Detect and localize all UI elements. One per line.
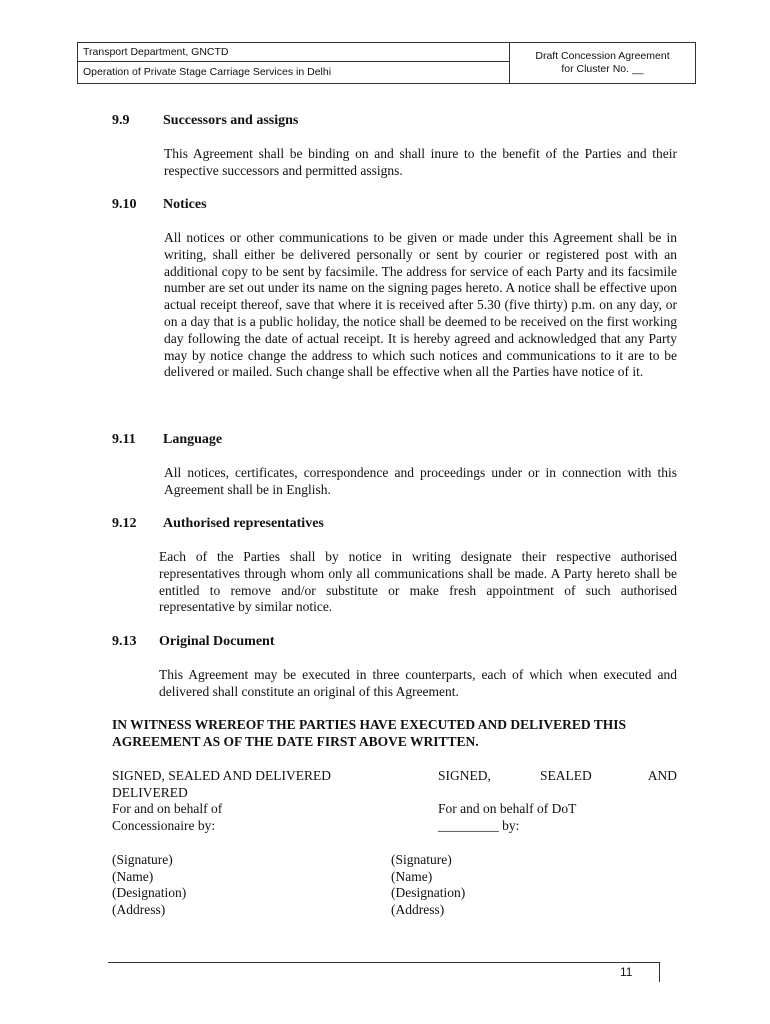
name-field: (Name) bbox=[112, 868, 154, 884]
left-signatory bbox=[112, 768, 412, 834]
section-body: This Agreement shall be binding on and shall inure to the benefit of the Parties and their respective successors and permitted assigns. bbox=[164, 146, 677, 178]
right-signatory-header bbox=[438, 768, 677, 786]
address-field: (Address) bbox=[112, 901, 166, 917]
section-body: All notices or other communications to be given or made under this Agreement shall be in writing, shall either be delivered personally or sent by courier or registered post with an additional copy to be sent by facsimile. The address for service of each Party and its facsimile number are set out under its name on the signing pages hereto. A notice shall be effective upon actual receipt thereof, save that where it is received after 5.30 (five thirty) p.m. on any day, or on a day that is a public holiday, the notice shall be deemed to be received on the first working day following the date of actual receipt. It is hereby agreed and acknowledged that any Party may by notice change the address to which such notices and communications to it are to be delivered or mailed. Such change shall be effective when all the Parties have notice of it. bbox=[164, 230, 677, 380]
left-delivered: DELIVERED bbox=[112, 784, 188, 800]
header-org: Transport Department, GNCTD bbox=[78, 43, 509, 62]
name-field: (Name) bbox=[391, 868, 433, 884]
left-behalf: For and on behalf of bbox=[112, 801, 223, 816]
footer-rule bbox=[108, 962, 660, 963]
right-signatory bbox=[438, 801, 677, 834]
section-title: Notices bbox=[163, 197, 207, 212]
left-by: Concessionaire by: bbox=[112, 817, 216, 833]
signature-field: (Signature) bbox=[112, 852, 173, 867]
witness-clause: IN WITNESS WREREOF THE PARTIES HAVE EXECUTED AND DELIVERED THIS AGREEMENT AS OF THE DATE FIRST ABOVE WRITTEN. bbox=[112, 717, 627, 749]
section-title: Original Document bbox=[159, 634, 275, 649]
right-signed: SIGNED, bbox=[438, 768, 491, 783]
right-behalf: For and on behalf of DoT bbox=[438, 801, 577, 816]
section-number: 9.9 bbox=[112, 113, 130, 128]
designation-field: (Designation) bbox=[112, 885, 187, 900]
signature-field: (Signature) bbox=[391, 852, 452, 867]
right-and: AND bbox=[647, 768, 677, 783]
section-title: Language bbox=[163, 432, 223, 447]
header-doc-title-line1: Draft Concession Agreement bbox=[535, 50, 670, 62]
section-body: This Agreement may be executed in three counterparts, each of which when executed and delivered shall constitute an original of this Agreement. bbox=[159, 667, 677, 699]
header-doc-title bbox=[510, 43, 695, 83]
section-title: Authorised representatives bbox=[163, 516, 324, 531]
section-number: 9.10 bbox=[112, 197, 137, 212]
section-number: 9.12 bbox=[112, 516, 137, 531]
right-signature-fields bbox=[391, 852, 465, 918]
section-title: Successors and assigns bbox=[163, 113, 299, 128]
footer-divider bbox=[659, 962, 660, 982]
address-field: (Address) bbox=[391, 901, 445, 917]
section-number: 9.13 bbox=[112, 634, 137, 649]
section-body: Each of the Parties shall by notice in writing designate their respective authorised representatives through whom only all communications shall be made. A Party hereto shall be entitled to remove and/or substitute or make fresh appointment of such authorised representative by similar notice. bbox=[159, 549, 677, 615]
section-body: All notices, certificates, correspondence and proceedings under or in connection with this Agreement shall be in English. bbox=[164, 465, 677, 497]
section-number: 9.11 bbox=[112, 432, 136, 447]
header-subject: Operation of Private Stage Carriage Services in Delhi bbox=[83, 66, 332, 78]
header-doc-title-line2: for Cluster No. __ bbox=[561, 63, 644, 75]
page-header bbox=[77, 42, 696, 84]
right-sealed: SEALED bbox=[540, 768, 592, 783]
left-signature-fields bbox=[112, 852, 186, 918]
left-signed-sealed: SIGNED, SEALED AND DELIVERED bbox=[112, 768, 331, 783]
page-number: 11 bbox=[620, 965, 633, 979]
header-left bbox=[78, 43, 510, 83]
designation-field: (Designation) bbox=[391, 885, 466, 900]
right-by: _________ by: bbox=[438, 817, 520, 833]
